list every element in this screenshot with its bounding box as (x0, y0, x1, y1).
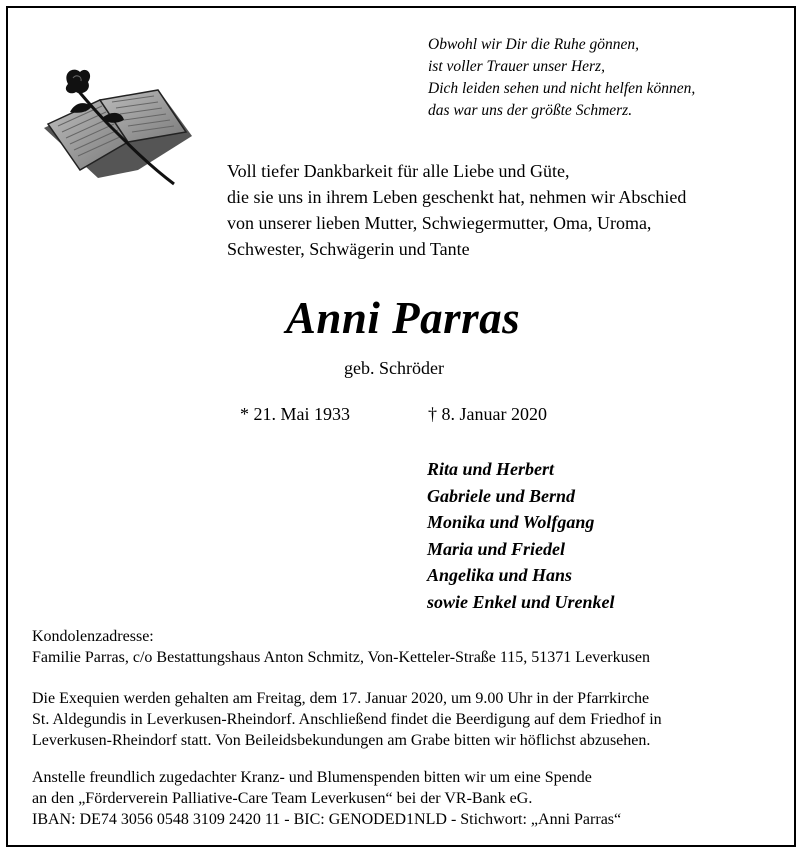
donation-line: IBAN: DE74 3056 0548 3109 2420 11 - BIC: GENODED1NLD - Stichwort: „Anni Parras“ (32, 811, 622, 828)
intro-line: die sie uns in ihrem Leben geschenkt hat, nehmen wir Abschied (227, 187, 687, 207)
funeral-line: Leverkusen-Rheindorf statt. Von Beileidsbekundungen am Grabe bitten wir höflichst abzusehen. (32, 732, 651, 749)
intro-line: Voll tiefer Dankbarkeit für alle Liebe und Güte, (227, 161, 570, 181)
death-date: † 8. Januar 2020 (428, 404, 547, 424)
intro-text (227, 158, 686, 262)
mourner-entry: sowie Enkel und Urenkel (427, 591, 615, 612)
condolence-address-text: Familie Parras, c/o Bestattungshaus Anton Schmitz, Von-Ketteler-Straße 115, 51371 Leverkusen (32, 649, 650, 666)
donation-line: an den „Förderverein Palliative-Care Team Leverkusen“ bei der VR-Bank eG. (32, 790, 533, 807)
mourners-list (427, 456, 615, 615)
birth-date: * 21. Mai 1933 (240, 404, 350, 424)
poem-line: ist voller Trauer unser Herz, (428, 58, 605, 75)
condolence-label: Kondolenzadresse: (32, 628, 154, 645)
birth-name: geb. Schröder (344, 358, 444, 378)
poem-line: das war uns der größte Schmerz. (428, 102, 633, 119)
mourner-entry: Angelika und Hans (427, 565, 573, 585)
poem (428, 34, 695, 122)
deceased-name: Anni Parras (285, 293, 521, 343)
donation-line: Anstelle freundlich zugedachter Kranz- und Blumenspenden bitten wir um eine Spende (32, 769, 592, 786)
funeral-line: St. Aldegundis in Leverkusen-Rheindorf. Anschließend findet die Beerdigung auf dem Friedhof in (32, 711, 662, 728)
mourner-entry: Maria und Friedel (427, 538, 566, 559)
poem-line: Obwohl wir Dir die Ruhe gönnen, (428, 36, 639, 53)
mourner-entry: Monika und Wolfgang (427, 512, 595, 532)
funeral-line: Die Exequien werden gehalten am Freitag, dem 17. Januar 2020, um 9.00 Uhr in der Pfarrkirche (32, 690, 650, 707)
poem-line: Dich leiden sehen und nicht helfen können, (428, 80, 696, 97)
intro-line: von unserer lieben Mutter, Schwiegermutter, Oma, Uroma, (227, 213, 652, 233)
intro-line: Schwester, Schwägerin und Tante (227, 239, 470, 259)
rose-on-book-icon (40, 66, 200, 196)
mourner-entry: Rita und Herbert (427, 459, 555, 479)
condolence-address (32, 626, 650, 668)
donation-notice (32, 767, 621, 830)
mourner-entry: Gabriele und Bernd (427, 485, 576, 506)
funeral-notice (32, 688, 662, 751)
